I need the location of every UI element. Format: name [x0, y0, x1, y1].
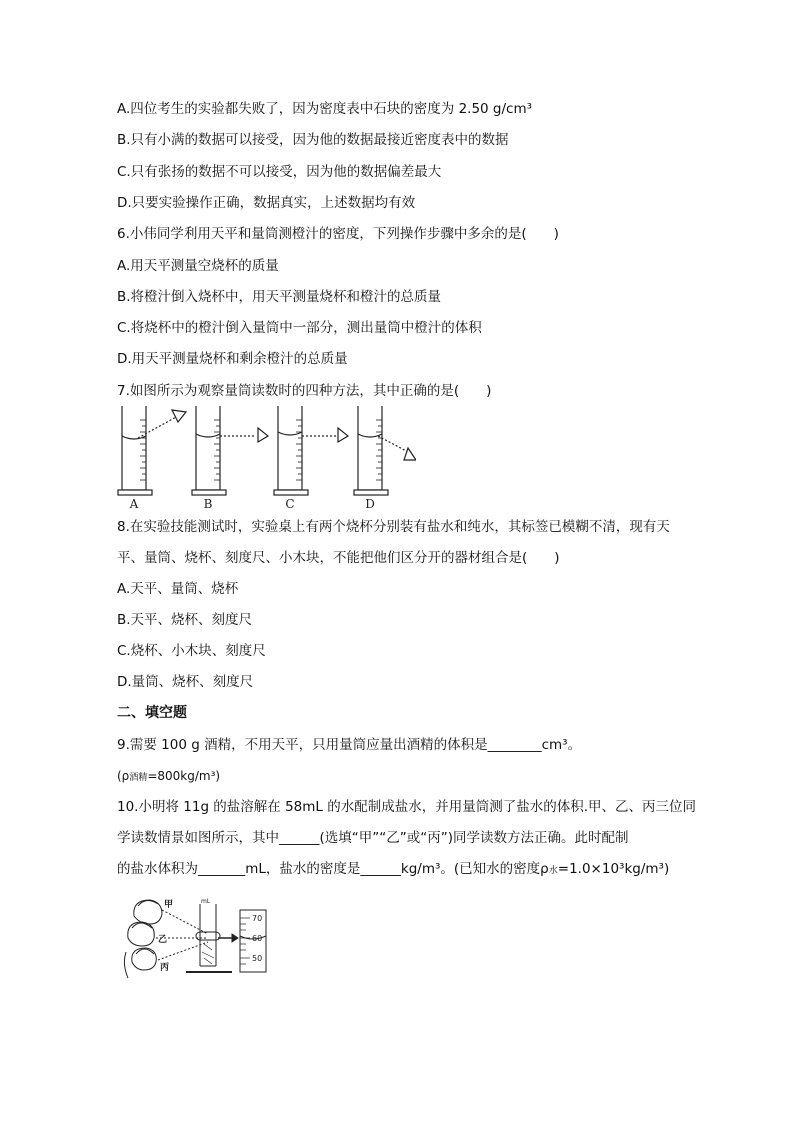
question-6: 6.小伟同学利用天平和量筒测橙汁的密度，下列操作步骤中多余的是( ) [117, 226, 559, 242]
cylinder-label-b: B [203, 497, 213, 511]
question-10-line1: 10.小明将 11g 的盐溶解在 58mL 的水配制成盐水，并用量筒测了盐水的体积.甲、乙、丙三位同 [117, 799, 697, 815]
q6-option-b: B.将橙汁倒入烧杯中，用天平测量烧杯和橙汁的总质量 [117, 289, 442, 305]
scale-mark-70: 70 [252, 914, 263, 923]
cylinder-label-c: C [285, 497, 295, 511]
option-d-line: D.只要实验操作正确，数据真实，上述数据均有效 [117, 195, 416, 211]
option-b-line: B.只有小满的数据可以接受，因为他的数据最接近密度表中的数据 [117, 132, 509, 148]
scale-mark-60: 60 [252, 934, 263, 943]
option-c-line: C.只有张扬的数据不可以接受，因为他的数据偏差最大 [117, 164, 442, 180]
question-7: 7.如图所示为观察量筒读数时的四种方法，其中正确的是( ) [117, 383, 492, 399]
question-10-line2: 学读数情景如图所示，其中______(选填“甲”“乙”或“丙”)同学读数方法正确。此时配制 [117, 830, 629, 846]
cylinder-c [274, 406, 348, 495]
q9-note-post: =800kg/m³) [147, 769, 221, 783]
q8-option-a: A.天平、量筒、烧杯 [117, 581, 239, 597]
question-9: 9.需要 100 g 酒精，不用天平，只用量筒应量出酒精的体积是________cm³。 [117, 737, 582, 753]
q6-option-d: D.用天平测量烧杯和剩余橙汁的总质量 [117, 351, 348, 367]
q9-note-subscript: 酒精 [129, 773, 148, 783]
student-heads [124, 900, 162, 978]
q9-note-pre: (ρ [117, 769, 130, 783]
q10-line3-subscript: 水 [548, 866, 558, 876]
question-8-line2: 平、量筒、烧杯、刻度尺、小木块，不能把他们区分开的器材组合是( ) [117, 550, 560, 566]
q10-line3-post: =1.0×10³kg/m³) [557, 861, 670, 877]
section-heading-fill-in: 二、填空题 [117, 705, 187, 721]
q8-option-d: D.量筒、烧杯、刻度尺 [117, 674, 254, 690]
cylinder-a [118, 406, 186, 495]
question-8-line1: 8.在实验技能测试时，实验桌上有两个烧杯分别装有盐水和纯水，其标签已模糊不清，现有天 [117, 519, 670, 535]
scale-mark-50: 50 [252, 954, 263, 963]
q6-option-a: A.用天平测量空烧杯的质量 [117, 258, 279, 274]
question-9-note [117, 766, 220, 788]
q7-cylinder-figure [116, 404, 416, 512]
q10-reading-figure [122, 894, 272, 980]
question-10-line3 [117, 859, 669, 881]
cylinder-unit-label: mL [201, 898, 211, 905]
student-jia-label: 甲 [164, 900, 174, 910]
q8-option-c: C.烧杯、小木块、刻度尺 [117, 643, 266, 659]
cylinder-label-a: A [129, 497, 139, 511]
q8-option-b: B.天平、烧杯、刻度尺 [117, 612, 253, 628]
student-yi-label: 乙 [158, 935, 168, 945]
student-bing-label: 丙 [160, 963, 170, 973]
option-a-line: A.四位考生的实验都失败了，因为密度表中石块的密度为 2.50 g/cm³ [117, 101, 533, 117]
q10-line3-pre: 的盐水体积为_______mL，盐水的密度是______kg/m³。(已知水的密度ρ [117, 861, 549, 877]
cylinder-d [354, 406, 416, 495]
cylinder-label-d: D [365, 497, 375, 511]
cylinder-b [192, 406, 268, 495]
q6-option-c: C.将烧杯中的橙汁倒入量筒中一部分，测出量筒中橙汁的体积 [117, 320, 482, 336]
